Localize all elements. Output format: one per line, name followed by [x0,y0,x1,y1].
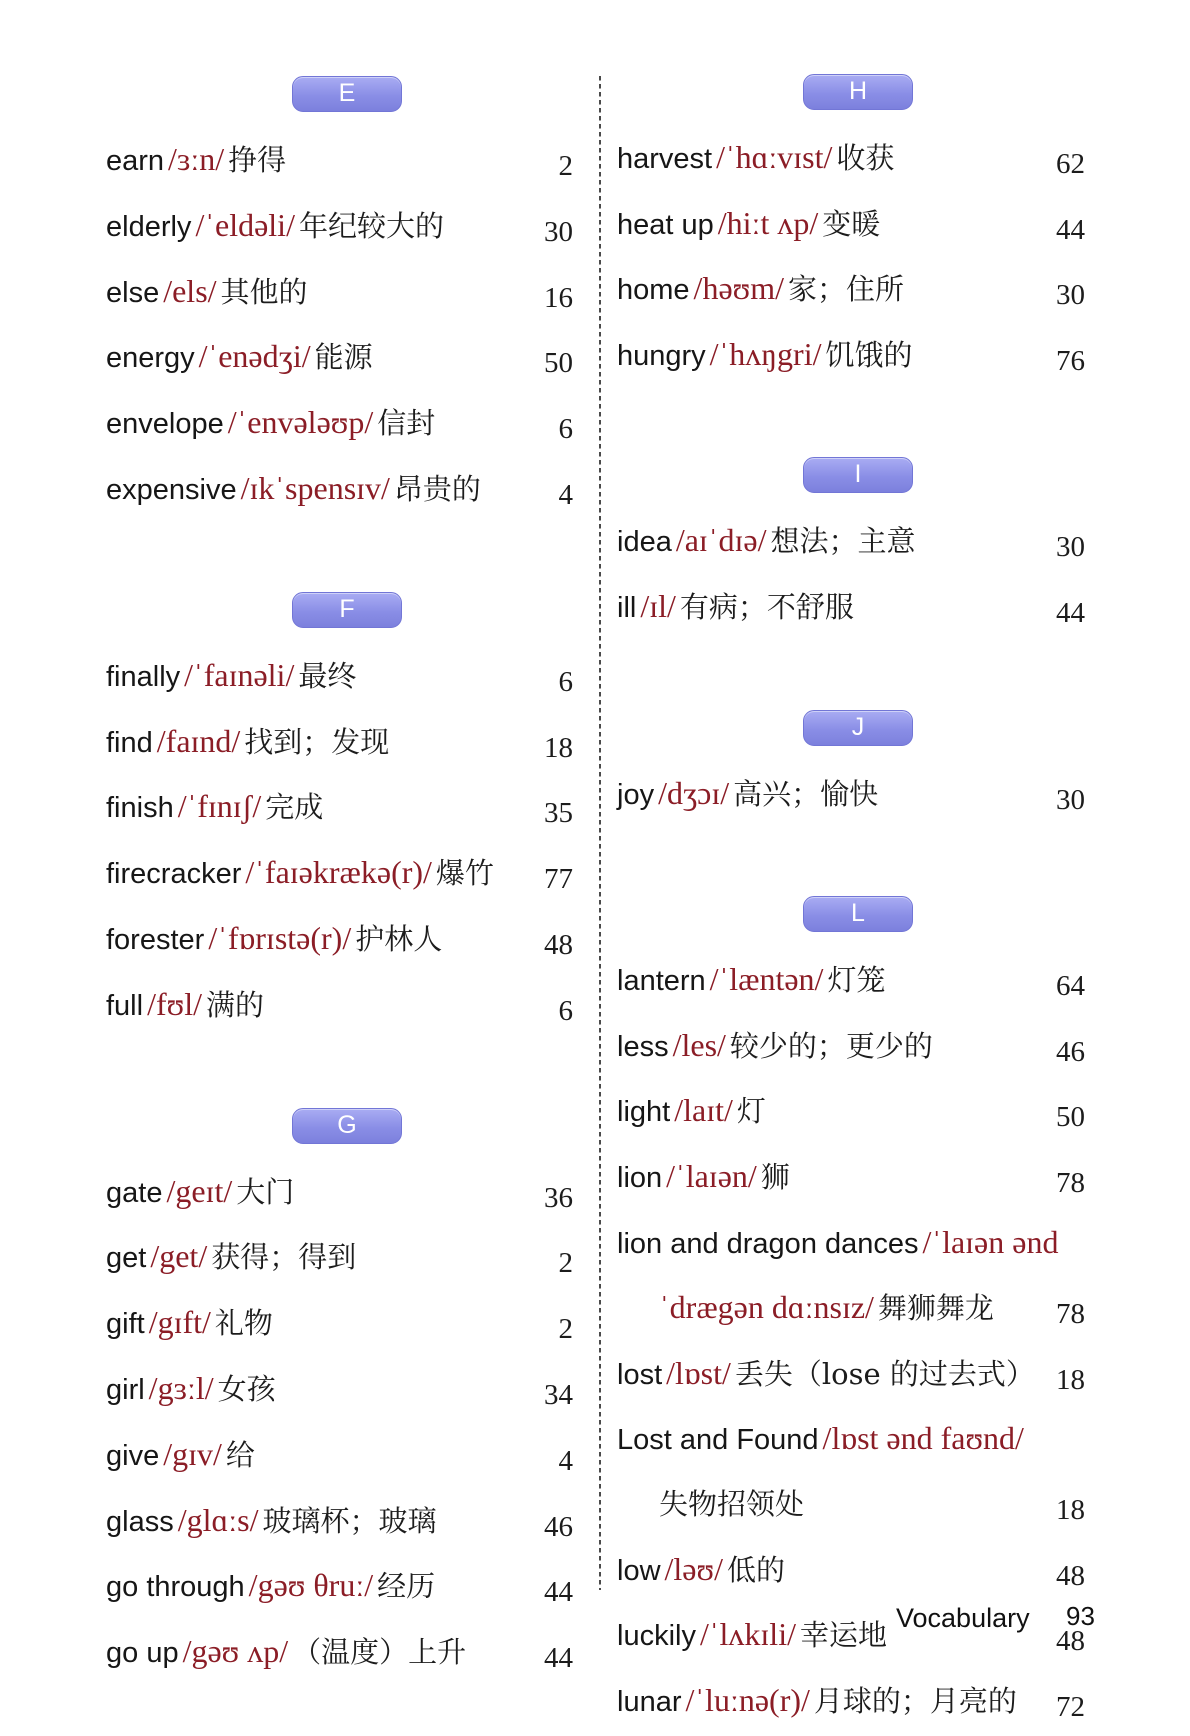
entry-meaning: 满的 [205,987,264,1022]
vocab-entry [106,1425,573,1491]
entry-word: less [617,1030,669,1063]
entry-text [106,262,573,328]
vocab-entry [106,130,573,196]
vocab-entry [617,1671,1085,1736]
vocab-entry [106,393,573,459]
entry-phonetic: /ˈfɒrɪstə(r)/ [208,919,352,956]
entry-phonetic: /gəʊ ʌp/ [182,1633,289,1670]
entry-meaning: （温度）上升 [292,1635,467,1670]
entry-page-number: 44 [544,1642,573,1675]
entry-phonetic: /fʊl/ [147,985,202,1022]
vocab-entry [106,1622,573,1688]
entry-phonetic: /els/ [163,272,217,309]
entry-word: joy [617,778,655,811]
entry-word: go up [106,1637,179,1670]
entry-meaning: 月球的；月亮的 [813,1683,1017,1718]
entry-page-number: 6 [558,665,573,698]
entry-phonetic: /ˈfɪnɪʃ/ [177,788,262,825]
entry-phonetic: /ˈfaɪnəli/ [184,656,295,693]
entry-phonetic: /ˈluːnə(r)/ [685,1681,810,1718]
entry-phonetic: /geɪt/ [166,1172,233,1209]
vocab-entry [617,577,1085,643]
entry-phonetic: /ɪl/ [640,587,676,624]
vocab-entry [106,712,573,778]
entry-text [106,843,573,909]
section-letter-badge: J [803,710,913,746]
entry-page-number: 46 [1056,1035,1085,1068]
entry-page-number: 4 [558,1444,573,1477]
entry-meaning: 狮 [760,1159,790,1194]
vocab-entry [106,327,573,393]
entry-meaning: 较少的；更少的 [729,1028,933,1063]
vocab-entry [106,1491,573,1557]
entry-page-number: 48 [1056,1559,1085,1592]
entry-word: lion and dragon dances [617,1227,919,1260]
entry-phonetic: /ˈenvələʊp/ [227,404,374,441]
entry-page-number: 2 [558,1247,573,1280]
entry-phonetic: /ˈfaɪəkrækə(r)/ [245,854,432,891]
vocab-entry [106,777,573,843]
entry-page-number: 18 [1056,1363,1085,1396]
entry-word: finish [106,792,174,825]
entry-text [617,950,1103,1016]
entry-page-number: 44 [1056,213,1085,246]
entry-meaning: 丢失（lose 的过去式） [734,1356,1035,1391]
section-letter-badge: G [292,1108,402,1144]
entry-page-number: 50 [544,347,573,380]
left-vocabulary-column [106,76,573,1688]
entry-meaning: 获得；得到 [211,1240,357,1275]
entry-meaning: 高兴；愉快 [733,776,879,811]
entry-text [106,459,573,525]
entry-meaning: 护林人 [355,921,443,956]
entry-phonetic: /les/ [672,1026,726,1063]
entry-meaning: 找到；发现 [244,724,390,759]
section-g [106,1108,573,1688]
entry-meaning: 饥饿的 [825,337,913,372]
entry-page-number: 36 [544,1181,573,1214]
entry-phonetic: /faɪnd/ [156,722,241,759]
vocab-entry [617,764,1085,830]
entry-phonetic: /get/ [150,1238,208,1275]
entry-text [617,1016,1103,1082]
entry-word: get [106,1242,147,1275]
section-i [617,457,1085,642]
entry-phonetic: /ˈhɑːvɪst/ [716,139,833,175]
entry-page-number: 30 [1056,531,1085,564]
entry-phonetic: /həʊm/ [693,270,784,307]
entry-text [106,1556,573,1622]
entry-text [617,1344,1103,1410]
section-letter-badge: L [803,896,913,932]
entry-text [617,764,1103,830]
entry-word: full [106,989,144,1022]
vocab-entry [106,196,573,262]
entry-text [617,1671,1103,1736]
entry-page-number: 30 [1056,783,1085,816]
entry-page-number: 62 [1056,148,1085,180]
entry-text [617,577,1103,643]
section-e [106,76,573,525]
entry-text [106,327,573,393]
entry-page-number: 44 [544,1576,573,1609]
entry-page-number: 72 [1056,1690,1085,1723]
entry-text [617,1081,1103,1147]
entry-page-number: 78 [1056,1298,1085,1331]
entry-word: gift [106,1308,145,1341]
vocab-entry [106,1227,573,1293]
vocab-entry [617,1147,1085,1213]
entry-word: light [617,1096,671,1129]
entry-meaning: 礼物 [214,1306,273,1341]
entry-meaning: 幸运地 [799,1618,887,1653]
entry-word: elderly [106,210,192,243]
vocab-entry [617,194,1085,260]
entry-meaning: 有病；不舒服 [679,589,854,624]
entry-page-number: 78 [1056,1166,1085,1199]
entry-word: luckily [617,1620,696,1653]
vocab-entry [106,459,573,525]
entry-meaning: 信封 [377,406,436,441]
vocab-entry [617,1409,1085,1539]
entry-word: ill [617,591,637,624]
entry-phonetic: /laɪt/ [674,1092,733,1129]
entry-phonetic: /ɜːn/ [168,141,225,177]
entry-page-number: 76 [1056,344,1085,377]
vocab-entry [617,128,1085,194]
entry-page-number: 4 [558,478,573,511]
entry-page-number: 77 [544,863,573,896]
section-letter-badge: F [292,592,402,628]
entry-text [106,196,573,262]
entry-text [617,1540,1103,1606]
entry-page-number: 64 [1056,970,1085,1003]
entry-word: lantern [617,965,706,998]
entry-phonetic: /gɪv/ [163,1435,222,1472]
entry-phonetic: /ˈeldəli/ [195,206,295,243]
vocab-entry [617,325,1085,391]
entry-page-number: 2 [558,150,573,182]
entry-meaning: 昂贵的 [393,471,481,506]
entry-page-number: 48 [1056,1625,1085,1658]
entry-page-number: 35 [544,797,573,830]
entry-phonetic: /glɑːs/ [177,1501,259,1538]
section-letter-badge: H [803,74,913,110]
entry-phonetic: /ˈlaɪən/ [666,1157,757,1194]
entry-meaning: 低的 [726,1552,785,1587]
entry-word: lunar [617,1685,682,1718]
entry-phonetic: /gəʊ θruː/ [248,1567,374,1604]
entry-text [617,511,1103,577]
entry-meaning: 能源 [314,340,373,375]
entry-word: forester [106,923,205,956]
entry-phonetic: /ləʊ/ [664,1550,723,1587]
entry-word: low [617,1554,661,1587]
entry-meaning: 收获 [836,141,895,175]
entry-text [106,1359,573,1425]
entry-phonetic: /ˈlæntən/ [709,961,824,998]
entry-meaning: 完成 [265,790,324,825]
entry-phonetic: /lɒst/ [666,1354,731,1391]
vocab-entry [617,1540,1085,1606]
entry-text [106,975,573,1041]
entry-word: firecracker [106,858,242,891]
entry-meaning: 爆竹 [435,856,494,891]
entry-text [106,1425,573,1491]
entry-text [617,259,1103,325]
entry-meaning: 家；住所 [787,272,904,307]
entry-text [617,1605,1103,1671]
entry-phonetic: /ˈenədʒi/ [198,338,311,375]
entry-text [106,1622,573,1688]
entry-word: idea [617,526,672,559]
entry-phonetic: /ˈlaɪən ənd ˈdrægən dɑːnsɪz/ [659,1223,1059,1326]
entry-meaning: 舞狮舞龙 [877,1291,994,1326]
entry-page-number: 18 [1056,1493,1085,1526]
entry-page-number: 16 [544,281,573,314]
vocab-entry [617,1081,1085,1147]
entry-text [106,712,573,778]
entry-word: give [106,1439,160,1472]
entry-phonetic: /ɪkˈspensɪv/ [240,469,390,506]
vocab-entry [106,909,573,975]
entry-meaning: 最终 [298,658,357,693]
entry-word: heat up [617,208,714,241]
entry-meaning: 想法；主意 [770,524,916,559]
footer-page-number: 93 [1066,1601,1095,1631]
entry-page-number: 6 [558,994,573,1027]
entry-word: hungry [617,339,706,372]
entry-word: home [617,274,690,307]
vocab-entry [106,975,573,1041]
vocab-entry [617,1016,1085,1082]
entry-phonetic: /dʒɔɪ/ [658,774,730,811]
entry-text [106,130,573,196]
entry-text [617,194,1103,260]
entry-word: finally [106,660,181,693]
entry-text [106,393,573,459]
entry-page-number: 2 [558,1313,573,1346]
entry-meaning: 经历 [377,1569,436,1604]
entry-page-number: 50 [1056,1101,1085,1134]
entry-meaning: 灯笼 [827,963,886,998]
entry-text [106,1162,573,1228]
vocab-entry [106,646,573,712]
section-letter-badge: E [292,76,402,112]
entry-page-number: 18 [544,731,573,764]
entry-phonetic: /gɜːl/ [148,1369,214,1406]
entry-text [617,128,1103,194]
right-vocabulary-column [617,74,1085,1736]
entry-text [617,1409,1103,1539]
section-h [617,74,1085,390]
entry-text [106,1293,573,1359]
vocab-entry [617,511,1085,577]
entry-page-number: 34 [544,1378,573,1411]
entry-word: glass [106,1505,174,1538]
entry-text [106,1227,573,1293]
entry-meaning: 其他的 [220,274,308,309]
section-letter-badge: I [803,457,913,493]
vocab-entry [106,843,573,909]
entry-meaning: 玻璃杯；玻璃 [262,1503,437,1538]
vocab-entry [106,1162,573,1228]
entry-meaning: 年纪较大的 [298,208,444,243]
entry-phonetic: /gɪft/ [148,1304,211,1341]
entry-phonetic: /aɪˈdɪə/ [675,522,767,559]
vocab-entry [106,1359,573,1425]
vocab-entry [617,1213,1085,1344]
entry-word: energy [106,342,195,375]
section-j [617,710,1085,830]
entry-word: gate [106,1176,163,1209]
entry-phonetic: /ˈlʌkɪli/ [699,1616,796,1653]
entry-page-number: 48 [544,928,573,961]
vocab-entry [106,1293,573,1359]
entry-meaning: 大门 [236,1174,295,1209]
entry-word: go through [106,1571,245,1604]
entry-text [617,325,1103,391]
entry-phonetic: /lɒst ənd faʊnd/ [822,1420,1024,1457]
entry-word: expensive [106,473,237,506]
vocab-entry [106,262,573,328]
vocab-entry [106,1556,573,1622]
entry-word: Lost and Found [617,1424,819,1457]
entry-word: earn [106,145,165,177]
section-f [106,592,573,1041]
entry-meaning: 变暖 [822,206,881,241]
entry-page-number: 46 [544,1510,573,1543]
entry-text [106,909,573,975]
entry-page-number: 30 [1056,279,1085,312]
entry-word: envelope [106,408,224,441]
entry-word: girl [106,1373,145,1406]
entry-phonetic: /ˈhʌŋgri/ [709,335,822,372]
entry-meaning: 失物招领处 [659,1486,805,1521]
entry-text [106,646,573,712]
entry-phonetic: /hiːt ʌp/ [717,204,819,241]
entry-word: find [106,726,153,759]
vocab-entry [617,950,1085,1016]
vocab-entry [617,259,1085,325]
entry-word: harvest [617,143,713,175]
entry-page-number: 6 [558,413,573,446]
entry-text [617,1147,1103,1213]
entry-page-number: 44 [1056,596,1085,629]
vocab-entry [617,1344,1085,1410]
entry-text [106,1491,573,1557]
entry-text [106,777,573,843]
column-divider [599,76,601,1590]
entry-meaning: 灯 [736,1094,766,1129]
entry-word: else [106,276,160,309]
entry-meaning: 挣得 [228,143,287,177]
entry-text [617,1213,1103,1344]
entry-word: lion [617,1161,663,1194]
entry-page-number: 30 [544,215,573,248]
entry-word: lost [617,1358,663,1391]
entry-meaning: 给 [225,1437,255,1472]
entry-meaning: 女孩 [217,1371,276,1406]
footer-section-label: Vocabulary [896,1603,1030,1633]
